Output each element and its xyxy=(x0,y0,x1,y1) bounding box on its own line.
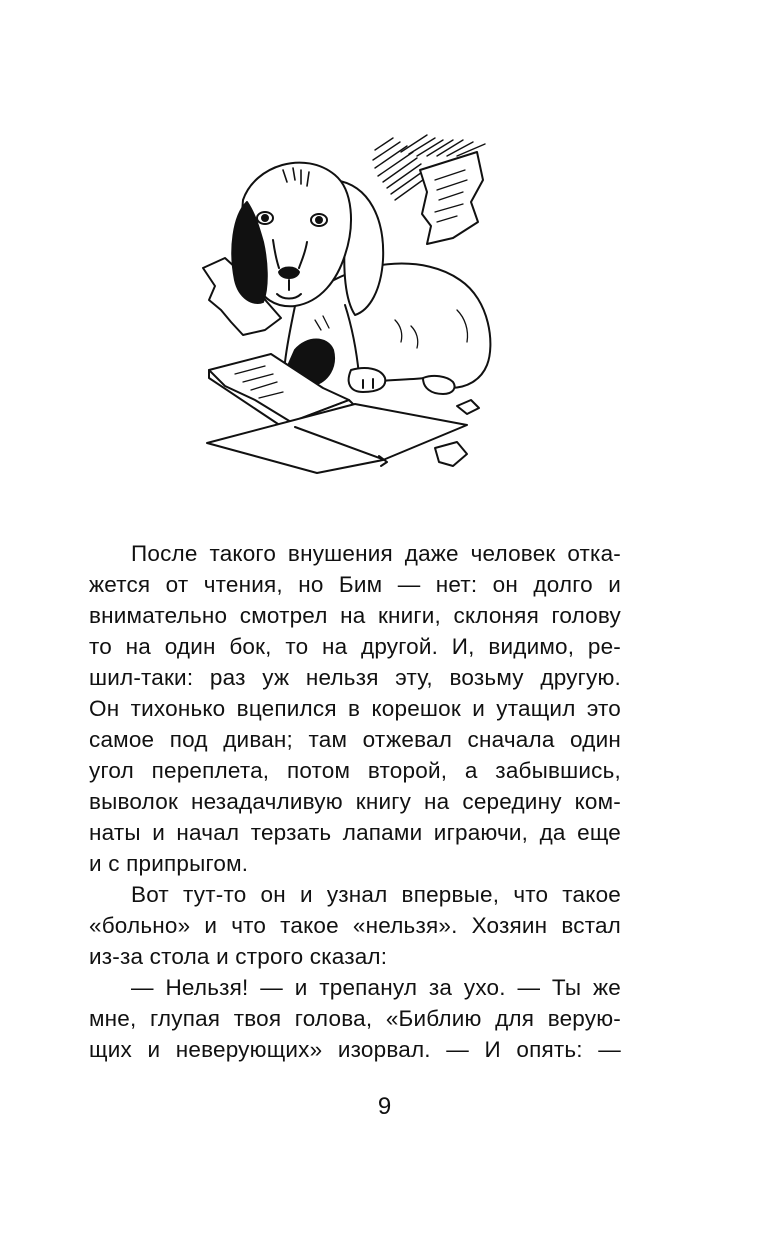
text-line: самое под диван; там отжевал сначала один xyxy=(89,727,621,752)
text-line: выволок незадачливую книгу на середину ком- xyxy=(89,789,621,814)
text-line: щих и неверующих» изорвал. — И опять: — xyxy=(89,1037,621,1062)
text-line: из-за стола и строго сказал: xyxy=(89,944,388,969)
text-line: мне, глупая твоя голова, «Библию для верую- xyxy=(89,1006,621,1031)
puppy-illustration xyxy=(195,130,495,475)
paragraph xyxy=(89,538,621,879)
body-text xyxy=(89,538,621,1065)
text-line: «больно» и что такое «нельзя». Хозяин встал xyxy=(89,913,621,938)
text-line: угол переплета, потом второй, а забывшись, xyxy=(89,758,621,783)
text-line: наты и начал терзать лапами играючи, да еще xyxy=(89,820,621,845)
text-line: и с припрыгом. xyxy=(89,851,249,876)
text-line: После такого внушения даже человек отка- xyxy=(131,541,621,566)
torn-page-top xyxy=(420,152,483,244)
text-line: Вот тут-то он и узнал впервые, что такое xyxy=(131,882,621,907)
text-line: внимательно смотрел на книги, склоняя голову xyxy=(89,603,621,628)
text-line: то на один бок, то на другой. И, видимо, ре- xyxy=(89,634,621,659)
text-line: — Нельзя! — и трепанул за ухо. — Ты же xyxy=(131,975,621,1000)
text-line: Он тихонько вцепился в корешок и утащил это xyxy=(89,696,621,721)
paper-scrap xyxy=(457,400,479,414)
paper-sheet xyxy=(207,404,467,473)
paragraph xyxy=(89,972,621,1065)
text-line: шил-таки: раз уж нельзя эту, возьму другую. xyxy=(89,665,621,690)
text-line: жется от чтения, но Бим — нет: он долго и xyxy=(89,572,621,597)
page-number: 9 xyxy=(377,1093,392,1120)
paragraph xyxy=(89,879,621,972)
paper-scrap xyxy=(435,442,467,466)
